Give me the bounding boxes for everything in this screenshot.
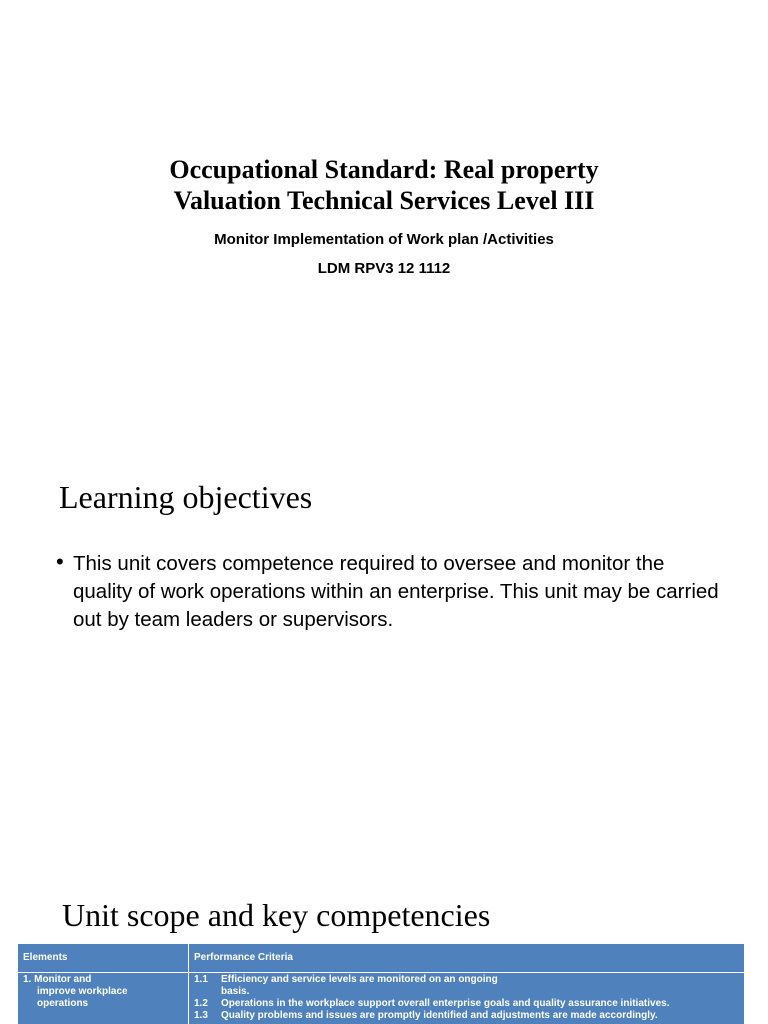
title-line-1: Occupational Standard: Real property <box>169 155 599 184</box>
unit-subtitle: Monitor Implementation of Work plan /Activities <box>214 231 554 248</box>
criterion-text: Operations in the workplace support overall enterprise goals and quality assurance initiatives. <box>221 998 670 1009</box>
criterion-item <box>194 998 669 1010</box>
header-divider <box>18 972 744 973</box>
unit-code: LDM RPV3 12 1112 <box>317 260 451 277</box>
column-divider <box>188 944 189 1024</box>
learning-objectives-slide <box>0 430 768 860</box>
title-line-2: Valuation Technical Services Level III <box>173 186 595 215</box>
criterion-item <box>194 1010 669 1022</box>
document-title <box>0 154 768 216</box>
element-line: improve workplace <box>37 986 128 997</box>
table-header-row <box>18 944 744 972</box>
criterion-item <box>194 974 669 986</box>
header-elements: Elements <box>23 952 68 963</box>
competency-table <box>18 944 744 1024</box>
learning-objectives-heading: Learning objectives <box>59 479 313 515</box>
objective-text: This unit covers competence required to oversee and monitor the quality of work operations within an enterprise. This unit may be carried out by team leaders or supervisors. <box>73 552 719 631</box>
unit-scope-heading: Unit scope and key competencies <box>62 897 491 933</box>
criterion-number: 1.1 <box>194 974 208 985</box>
element-line: 1. Monitor and <box>23 974 92 985</box>
title-slide <box>0 0 768 430</box>
unit-scope-slide <box>0 860 768 1024</box>
criterion-continuation: basis. <box>221 986 250 997</box>
criterion-number: 1.3 <box>194 1010 208 1021</box>
table-row <box>18 973 744 1024</box>
criterion-number: 1.2 <box>194 998 208 1009</box>
element-cell <box>23 974 128 1010</box>
element-line: operations <box>37 998 89 1009</box>
criterion-text: Efficiency and service levels are monitored on an ongoing <box>221 974 498 985</box>
header-performance-criteria: Performance Criteria <box>194 952 293 963</box>
criteria-cell <box>194 974 669 1022</box>
bullet-marker: • <box>56 549 64 574</box>
criterion-text: Quality problems and issues are promptly identified and adjustments are made accordingly. <box>221 1010 658 1021</box>
